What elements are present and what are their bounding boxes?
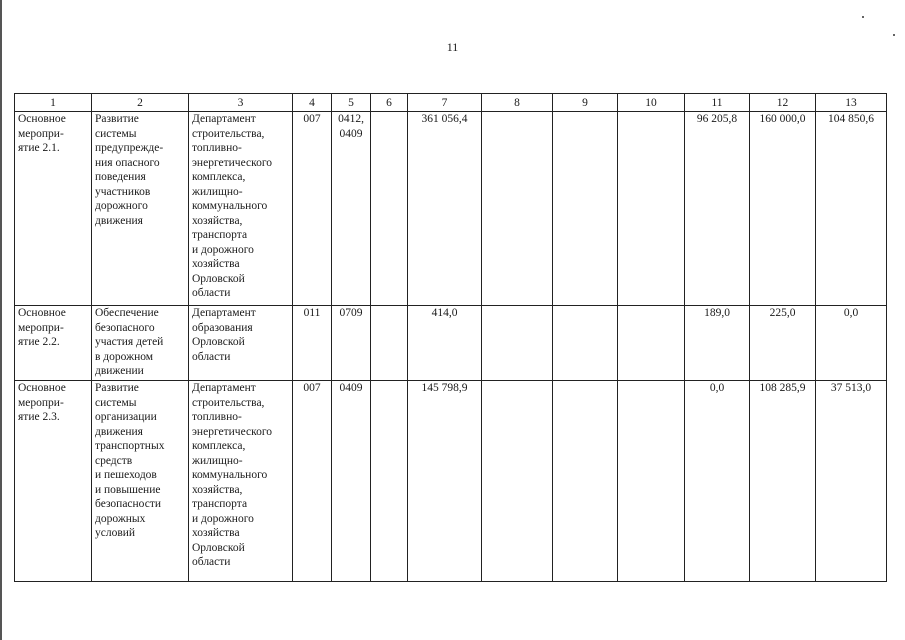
value-cell: 0,0 bbox=[685, 381, 750, 582]
event-name-cell: Развитие системы предупрежде- ния опасного поведения участников дорожного движения bbox=[92, 112, 189, 306]
table-row bbox=[15, 306, 887, 381]
table-row bbox=[15, 112, 887, 306]
executor-cell: Департамент строительства, топливно- энергетического комплекса, жилищно- коммунального хозяйства, транспорта и дорожного хозяйства Орловской области bbox=[189, 381, 293, 582]
section-code-cell: 0409 bbox=[332, 381, 371, 582]
value-cell bbox=[553, 381, 618, 582]
event-name-cell: Развитие системы организации движения транспортных средств и пешеходов и повышение безопасности дорожных условий bbox=[92, 381, 189, 582]
budget-table bbox=[14, 93, 887, 582]
total-cell: 361 056,4 bbox=[408, 112, 482, 306]
total-cell: 145 798,9 bbox=[408, 381, 482, 582]
value-cell bbox=[371, 306, 408, 381]
value-cell: 108 285,9 bbox=[750, 381, 816, 582]
executor-cell: Департамент строительства, топливно- энергетического комплекса, жилищно- коммунального хозяйства, транспорта и дорожного хозяйства Орловской области bbox=[189, 112, 293, 306]
column-header: 6 bbox=[371, 94, 408, 112]
value-cell bbox=[618, 381, 685, 582]
value-cell: 96 205,8 bbox=[685, 112, 750, 306]
value-cell bbox=[371, 112, 408, 306]
header-row bbox=[15, 94, 887, 112]
scan-speck bbox=[862, 16, 864, 18]
value-cell: 37 513,0 bbox=[816, 381, 887, 582]
column-header: 5 bbox=[332, 94, 371, 112]
value-cell bbox=[482, 381, 553, 582]
value-cell bbox=[553, 306, 618, 381]
column-header: 2 bbox=[92, 94, 189, 112]
value-cell: 225,0 bbox=[750, 306, 816, 381]
column-header: 8 bbox=[482, 94, 553, 112]
page-left-edge bbox=[0, 0, 2, 640]
event-cell: Основное меропри- ятие 2.2. bbox=[15, 306, 92, 381]
column-header: 12 bbox=[750, 94, 816, 112]
section-code-cell: 0709 bbox=[332, 306, 371, 381]
value-cell bbox=[482, 112, 553, 306]
value-cell: 104 850,6 bbox=[816, 112, 887, 306]
code-cell: 011 bbox=[293, 306, 332, 381]
column-header: 1 bbox=[15, 94, 92, 112]
total-cell: 414,0 bbox=[408, 306, 482, 381]
column-header: 10 bbox=[618, 94, 685, 112]
event-cell: Основное меропри- ятие 2.1. bbox=[15, 112, 92, 306]
event-cell: Основное меропри- ятие 2.3. bbox=[15, 381, 92, 582]
value-cell bbox=[618, 112, 685, 306]
column-header: 13 bbox=[816, 94, 887, 112]
code-cell: 007 bbox=[293, 381, 332, 582]
value-cell bbox=[553, 112, 618, 306]
column-header: 11 bbox=[685, 94, 750, 112]
value-cell bbox=[371, 381, 408, 582]
page-number: 11 bbox=[446, 40, 459, 54]
executor-cell: Департамент образования Орловской области bbox=[189, 306, 293, 381]
value-cell: 0,0 bbox=[816, 306, 887, 381]
value-cell bbox=[482, 306, 553, 381]
value-cell: 160 000,0 bbox=[750, 112, 816, 306]
event-name-cell: Обеспечение безопасного участия детей в дорожном движении bbox=[92, 306, 189, 381]
scan-speck bbox=[893, 34, 895, 36]
table-row bbox=[15, 381, 887, 582]
section-code-cell: 0412, 0409 bbox=[332, 112, 371, 306]
column-header: 4 bbox=[293, 94, 332, 112]
column-header: 9 bbox=[553, 94, 618, 112]
code-cell: 007 bbox=[293, 112, 332, 306]
value-cell bbox=[618, 306, 685, 381]
column-header: 7 bbox=[408, 94, 482, 112]
column-header: 3 bbox=[189, 94, 293, 112]
value-cell: 189,0 bbox=[685, 306, 750, 381]
